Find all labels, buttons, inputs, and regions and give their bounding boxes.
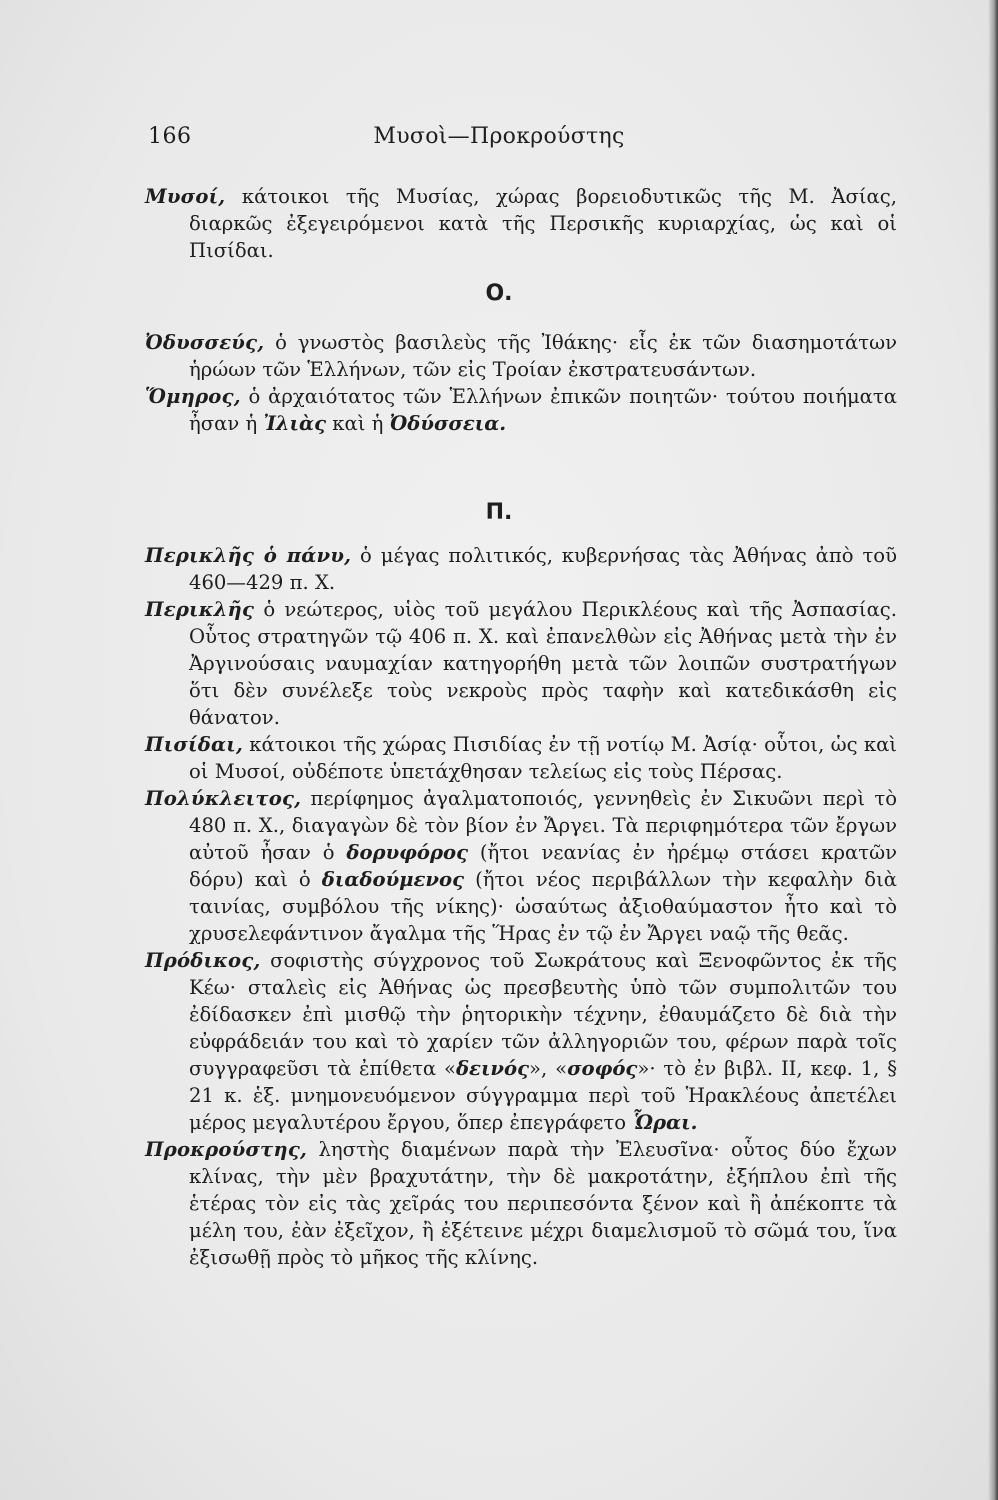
page-number: 166 — [148, 124, 192, 149]
entry-prokroustes — [145, 1136, 897, 1271]
work-title: Ὀδύσσεια. — [389, 412, 507, 435]
entry-text: σοφιστὴς σύγχρονος τοῦ Σωκράτους καὶ Ξενοφῶντος ἐκ τῆς Κέω· σταλεὶς εἰς Ἀθήνας ὡς πρεσβευτὴς ὑπὸ τῶν συμπολιτῶν του ἐδίδασκεν ἐπὶ μισθῷ τὴν ῥητορικὴν τέχνην, ἐθαυμάζετο δὲ διὰ τὴν εὐφράδειάν του καὶ τὸ χαρίεν τῶν ἀλληγοριῶν του, φέρων παρὰ τοῖς συγγραφεῦσι τὰ ἐπίθετα « — [189, 949, 897, 1080]
entry-prodikos — [145, 947, 897, 1136]
entry-text: ὁ μέγας πολιτικός, κυβερνήσας τὰς Ἀθήνας ἀπὸ τοῦ 460—429 π. Χ. — [189, 544, 897, 594]
section-letter-o: Ο. — [485, 281, 513, 306]
entry-headword: Ὀδυσσεύς, — [145, 331, 265, 354]
section-p — [145, 542, 897, 1271]
entry-text-tail: »· τὸ ἐν βιβλ. II, κεφ. 1, § 21 κ. ἑξ. μνημονευόμενον σύγγραμμα περὶ τοῦ Ἡρακλέους ἀπετέλει μέρος μεγαλυτέρου ἔργου, ὅπερ ἐπεγράφετο — [189, 1057, 897, 1134]
section-o — [145, 329, 897, 437]
entry-mysoi — [145, 183, 897, 264]
entry-pericles-elder — [145, 542, 897, 596]
epithet: σοφός — [567, 1057, 638, 1080]
section-letter-p: Π. — [485, 500, 513, 525]
entry-headword: Πρόδικος, — [145, 949, 261, 972]
entry-text: κάτοικοι τῆς χώρας Πισιδίας ἐν τῇ νοτίῳ Μ. Ἀσίᾳ· οὗτοι, ὡς καὶ οἱ Μυσοί, οὐδέποτε ὑπετάχθησαν τελείως εἰς τοὺς Πέρσας. — [189, 733, 897, 783]
entry-headword: Μυσοί, — [145, 185, 226, 208]
entry-headword: Περικλῆς ὁ πάνυ, — [145, 544, 352, 567]
entry-odysseus — [145, 329, 897, 383]
entry-pisidai — [145, 731, 897, 785]
entry-text: ὁ ἀρχαιότατος τῶν Ἑλλήνων ἐπικῶν ποιητῶν· τούτου ποιήματα ἦσαν ἡ — [189, 385, 897, 435]
work-title: δορυφόρος — [346, 841, 468, 864]
work-title: Ἰλιὰς — [263, 412, 327, 435]
entry-headword: Προκρούστης, — [145, 1138, 308, 1161]
entry-headword: Πολύκλειτος, — [145, 787, 302, 810]
entry-text-mid: (ἤτοι νεανίας ἐν ἠρέμῳ στάσει κρατῶν δόρυ) καὶ ὁ — [189, 841, 898, 891]
entry-headword: Περικλῆς — [145, 598, 255, 621]
entry-pericles-younger — [145, 596, 897, 731]
entry-text: ληστὴς διαμένων παρὰ τὴν Ἐλευσῖνα· οὗτος δύο ἔχων κλίνας, τὴν μὲν βραχυτάτην, τὴν δὲ μακροτάτην, ἐξήπλου ἐπὶ τῆς ἑτέρας τὸν εἰς τὰς χεῖράς του περιπεσόντα ξένον καὶ ἢ ἀπέκοπτε τὰ μέλη του, ἐὰν ἐξεῖχον, ἢ ἐξέτεινε μέχρι διαμελισμοῦ τὸ σῶμά του, ἵνα ἐξισωθῇ πρὸς τὸ μῆκος τῆς κλίνης. — [189, 1138, 897, 1269]
entry-text: ὁ γνωστὸς βασιλεὺς τῆς Ἰθάκης· εἷς ἐκ τῶν διασημοτάτων ἡρώων τῶν Ἑλλήνων, τῶν εἰς Τροίαν ἐκστρατευσάντων. — [189, 331, 897, 381]
section-m — [145, 183, 897, 264]
entry-text: ὁ νεώτερος, υἱὸς τοῦ μεγάλου Περικλέους καὶ τῆς Ἀσπασίας. Οὗτος στρατηγῶν τῷ 406 π. Χ. καὶ ἐπανελθὼν εἰς Ἀθήνας μετὰ τὴν ἐν Ἀργινούσαις ναυμαχίαν κατηγορήθη μετὰ τῶν λοιπῶν συστρατήγων ὅτι δὲν συνέλεξε τοὺς νεκροὺς πρὸς ταφὴν καὶ κατεδικάσθη εἰς θάνατον. — [189, 598, 898, 729]
work-title: Ὧραι. — [632, 1111, 698, 1134]
entry-text-mid: », « — [529, 1057, 568, 1080]
page-edge-shadow — [988, 0, 998, 1500]
epithet: δεινός — [455, 1057, 530, 1080]
entry-text: κάτοικοι τῆς Μυσίας, χώρας βορειοδυτικῶς τῆς Μ. Ἀσίας, διαρκῶς ἐξεγειρόμενοι κατὰ τῆς Περσικῆς κυριαρχίας, ὡς καὶ οἱ Πισίδαι. — [189, 185, 897, 262]
entry-headword: Πισίδαι, — [145, 733, 243, 756]
entry-headword: Ὅμηρος, — [145, 385, 241, 408]
entry-polykleitos — [145, 785, 897, 947]
entry-text-mid: καὶ ἡ — [332, 412, 384, 435]
entry-homer — [145, 383, 897, 437]
entry-text-tail: (ἤτοι νέος περιβάλλων τὴν κεφαλὴν διὰ ταινίας, συμβόλου τῆς νίκης)· ὡσαύτως ἀξιοθαύμαστον ἦτο καὶ τὸ χρυσελεφάντινον ἄγαλμα τῆς Ἥρας ἐν τῷ ἐν Ἄργει ναῷ τῆς θεᾶς. — [189, 868, 897, 945]
running-head: Μυσοὶ—Προκρούστης — [373, 124, 625, 149]
work-title: διαδούμενος — [321, 868, 465, 891]
entry-text: περίφημος ἀγαλματοποιός, γεννηθεὶς ἐν Σικυῶνι περὶ τὸ 480 π. Χ., διαγαγὼν δὲ τὸν βίον ἐν Ἄργει. Τὰ περιφημότερα τῶν ἔργων αὐτοῦ ἦσαν ὁ — [189, 787, 897, 864]
